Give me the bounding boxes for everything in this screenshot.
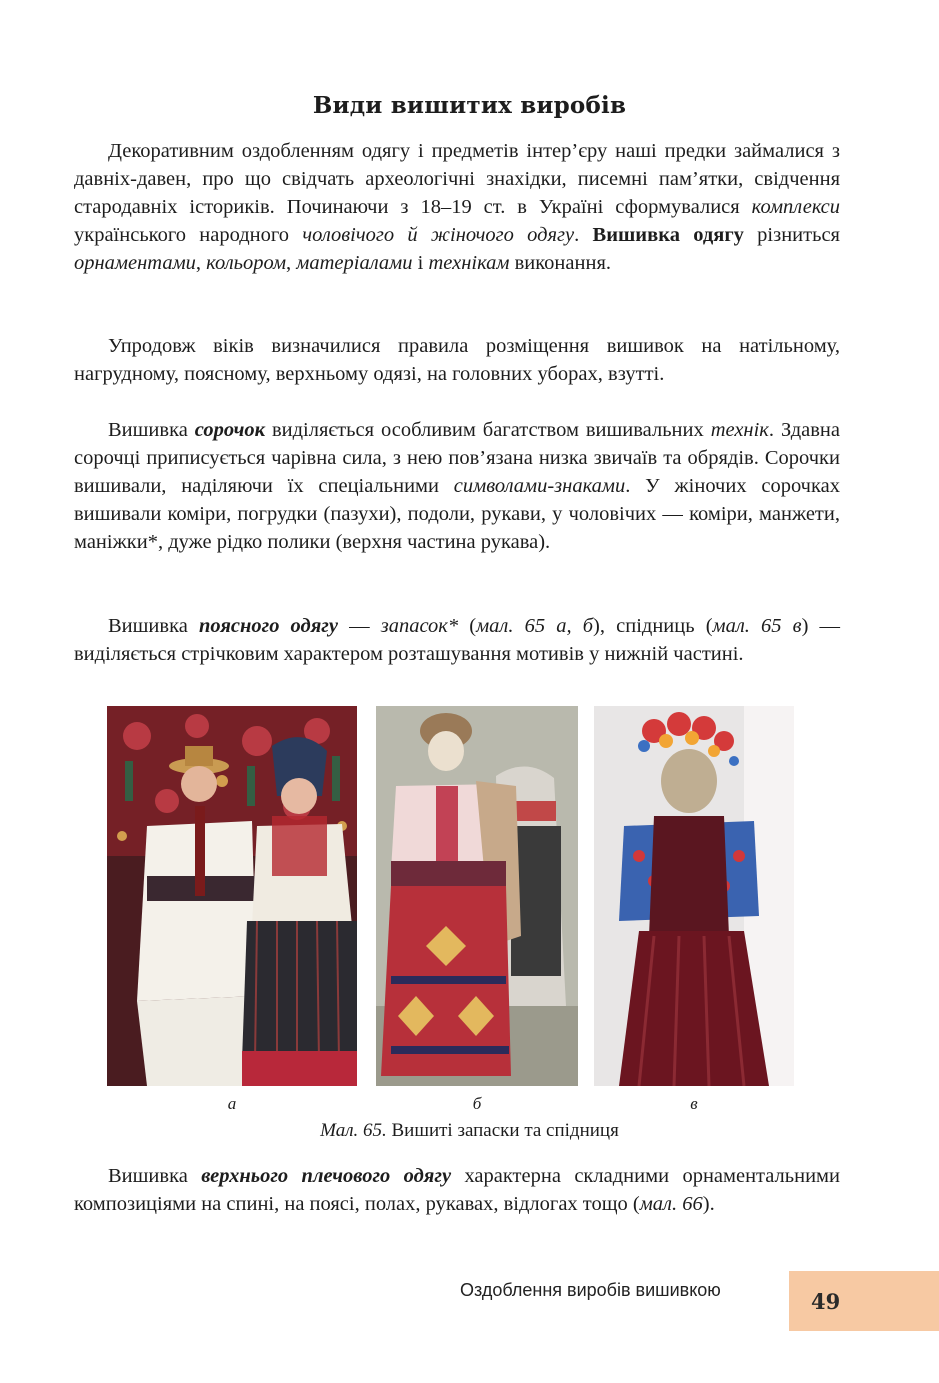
caption-ref: Мал. 65. bbox=[320, 1120, 387, 1141]
text-run: українського народного bbox=[74, 224, 303, 246]
caption-text: Вишиті запаски та спідниця bbox=[386, 1120, 619, 1141]
emphasis: кольором bbox=[206, 252, 287, 274]
figure-caption bbox=[0, 1120, 939, 1142]
emphasis: чоловічого й жіночого одягу bbox=[302, 224, 575, 246]
text-run: Вишивка bbox=[108, 1165, 202, 1187]
page-number: 49 bbox=[789, 1271, 939, 1331]
paragraph-intro bbox=[74, 137, 840, 277]
emphasis: технікам bbox=[428, 252, 510, 274]
text-run: Упродовж віків визначилися правила розміщення вишивок на натільному, нагрудному, поясному, верхньому одязі, на головних уборах, взутті. bbox=[74, 335, 840, 385]
text-run: ( bbox=[458, 615, 477, 637]
text-run: Вишивка bbox=[108, 615, 199, 637]
text-run: Вишивка bbox=[108, 419, 195, 441]
emphasis: мал. 66 bbox=[639, 1193, 703, 1215]
photo-costume-apron bbox=[376, 706, 578, 1086]
text-run: різниться bbox=[743, 224, 840, 246]
text-run: і bbox=[412, 252, 429, 274]
paragraph-placement bbox=[74, 332, 840, 388]
emphasis: символами-знаками bbox=[453, 475, 626, 497]
emphasis: комплекси bbox=[751, 196, 840, 218]
paragraph-outerwear bbox=[74, 1162, 840, 1218]
bold-term: Вишивка одягу bbox=[592, 224, 744, 246]
paragraph-waist bbox=[74, 612, 840, 668]
text-run: ), спідниць ( bbox=[593, 615, 713, 637]
photo-costumes-couple bbox=[107, 706, 357, 1086]
bold-term: верхнього плечового одягу bbox=[201, 1165, 452, 1187]
text-run: ). bbox=[702, 1193, 715, 1215]
bold-term: сорочок bbox=[194, 419, 265, 441]
page-title: Види вишитих виробів bbox=[312, 92, 627, 119]
text-run: . Здавна сорочці приписується чарівна сила, з нею пов’язана низка звичаїв та обрядів. Сорочки вишивали, наділяючи їх спеціальними bbox=[74, 419, 840, 497]
paragraph-shirts bbox=[74, 416, 840, 556]
text-run: Декоративним оздобленням одягу і предметів інтер’єру наші предки займалися з давніх-давен, про що свідчать археологічні знахідки, писемні пам’ятки, свідчення стародавніх істориків. Починаючи з 18–19 ст. в Україні сформувалися bbox=[74, 140, 840, 218]
emphasis: мал. 65 а, б bbox=[476, 615, 594, 637]
bold-term: поясного одягу bbox=[198, 615, 338, 637]
emphasis: мал. 65 в bbox=[712, 615, 802, 637]
text-run: , bbox=[286, 252, 297, 274]
photo-doll-skirt bbox=[594, 706, 794, 1086]
emphasis: запасок* bbox=[380, 615, 459, 637]
emphasis: матеріалами bbox=[296, 252, 413, 274]
emphasis: орнаментами bbox=[74, 252, 196, 274]
figure-label-b: б bbox=[472, 1094, 482, 1113]
footer-section-title: Оздоблення виробів вишивкою bbox=[460, 1280, 721, 1300]
emphasis: технік bbox=[710, 419, 769, 441]
figure-label-v: в bbox=[690, 1094, 698, 1113]
figure-label-a: а bbox=[227, 1094, 237, 1113]
text-run: . bbox=[574, 224, 593, 246]
text-run: виконання. bbox=[509, 252, 611, 274]
text-run: виділяється особливим багатством вишивальних bbox=[265, 419, 711, 441]
text-run: ) — виділяється стрічковим характером розташування мотивів у нижній частині. bbox=[74, 615, 841, 665]
text-run: — bbox=[337, 615, 381, 637]
text-run: , bbox=[195, 252, 207, 274]
text-run: характерна складними орнаментальними композиціями на спині, на поясі, полах, рукавах, відлогах тощо ( bbox=[74, 1165, 841, 1215]
text-run: . У жіночих сорочках вишивали коміри, погрудки (пазухи), подоли, рукави, у чоловічих — коміри, манжети, маніжки*, дуже рідко полики (верхня частина рукава). bbox=[74, 475, 840, 553]
